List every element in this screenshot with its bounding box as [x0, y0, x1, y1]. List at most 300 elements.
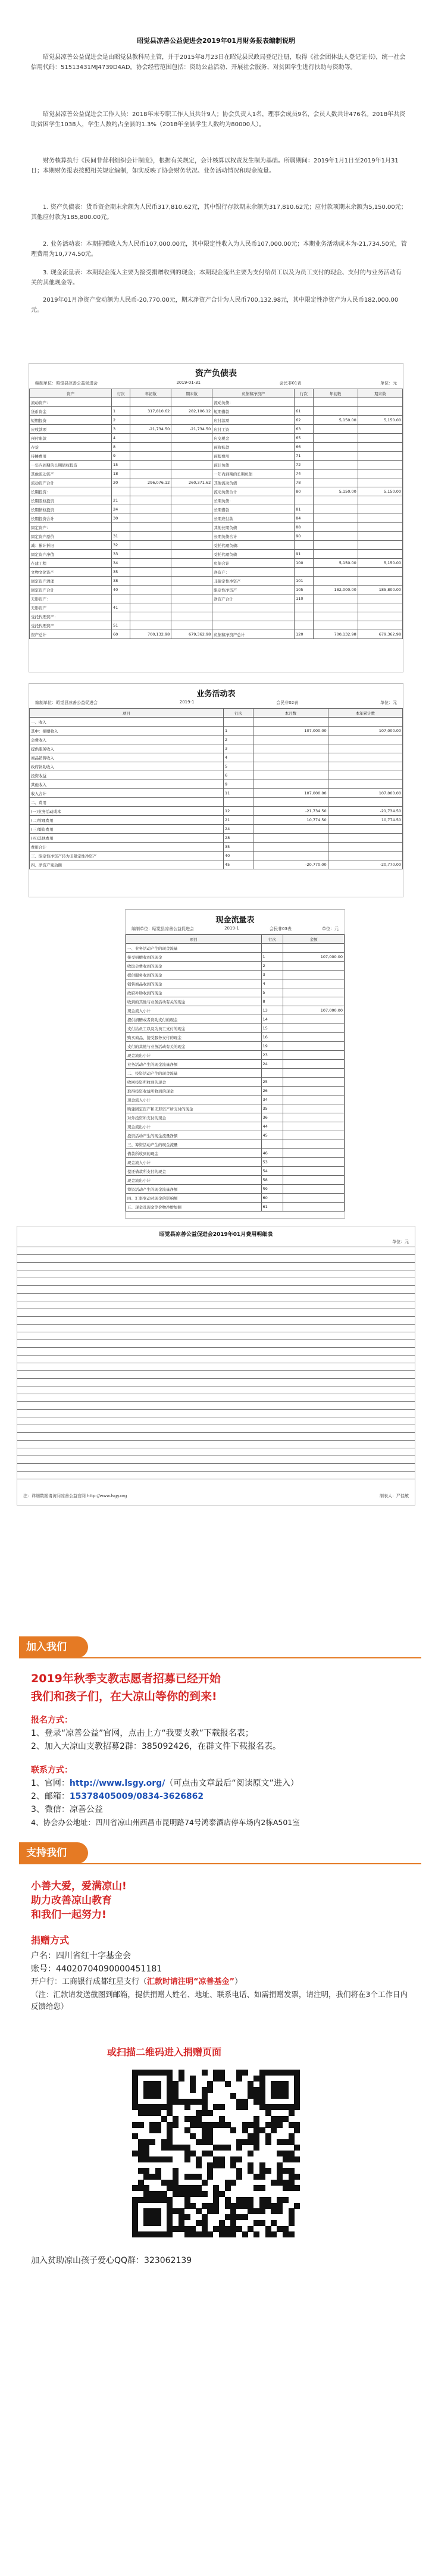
- detail-sheet-grid-line: [17, 1309, 415, 1317]
- detail-sheet-grid-line: [17, 1325, 415, 1332]
- report-paragraph-2: 昭觉县凉善公益促进会工作人员：2018年末专职工作人员共计9人；协会负责人1名，理事会成员9名，会员人数共计476名。2018年共资助贫困学生1038人，学生人数约占全县的1.3%（2018年全县学生人数约为80000人）。: [31, 111, 406, 128]
- qr-module: [271, 2180, 277, 2186]
- qr-module: [155, 2104, 161, 2110]
- balance-sheet-date: 2019-01-31: [176, 380, 201, 385]
- activity-statement-cell: 107,000.00: [253, 789, 328, 798]
- balance-sheet-cell: 资产总计: [30, 630, 112, 639]
- activity-statement: [29, 683, 403, 897]
- qr-module: [155, 2156, 161, 2162]
- balance-sheet-cell: 在建工程: [30, 559, 112, 568]
- balance-sheet-cell: 62: [295, 416, 313, 425]
- balance-sheet-cell: 3: [111, 425, 130, 434]
- qr-module: [196, 2116, 202, 2122]
- qr-module: [196, 2231, 202, 2237]
- qr-module: [196, 2174, 202, 2180]
- balance-sheet-cell: 长期债权投资: [30, 505, 112, 514]
- qr-module: [207, 2174, 213, 2180]
- qr-module: [294, 2122, 300, 2128]
- cash-flow-cell: 25: [261, 1078, 283, 1087]
- cash-flow-cell: 业务活动产生的现金流量净额: [126, 1060, 262, 1069]
- qr-module: [289, 2180, 295, 2186]
- detail-sheet-grid-line: [17, 1263, 415, 1270]
- balance-sheet-cell: 81: [295, 505, 313, 514]
- activity-statement-row: [30, 753, 403, 762]
- qr-module: [277, 2122, 283, 2128]
- balance-sheet-cell: [358, 550, 402, 559]
- detail-sheet-grid-line: [17, 1348, 415, 1356]
- activity-statement-cell: 10,774.50: [253, 816, 328, 825]
- qr-module: [236, 2070, 242, 2076]
- qr-module: [283, 2185, 289, 2191]
- detail-sheet-grid-line: [17, 1394, 415, 1402]
- qr-module: [219, 2145, 225, 2151]
- balance-sheet-cell: 减：累计折旧: [30, 541, 112, 550]
- qr-module: [259, 2127, 265, 2133]
- detail-sheet-grid-line: [17, 1448, 415, 1456]
- qr-module: [283, 2231, 289, 2237]
- balance-sheet-cell: [313, 505, 358, 514]
- balance-sheet-cell: [130, 398, 171, 407]
- qr-module: [190, 2116, 196, 2122]
- balance-sheet-cell: 34: [111, 559, 130, 568]
- qr-module: [230, 2180, 236, 2186]
- qr-module: [277, 2093, 283, 2099]
- activity-statement-cell: [253, 718, 328, 727]
- qr-module: [173, 2208, 179, 2214]
- qr-module: [132, 2133, 138, 2139]
- qr-module: [213, 2191, 219, 2197]
- qr-module: [265, 2133, 271, 2139]
- activity-statement-cell: 4: [224, 753, 253, 762]
- qr-module: [155, 2231, 161, 2237]
- qr-module: [271, 2127, 277, 2133]
- balance-sheet-cell: 流动资产：: [30, 398, 112, 407]
- cash-flow-cell: 支付给员工以及为员工支付的现金: [126, 1024, 262, 1033]
- cash-flow-cell: 收取会费收到的现金: [126, 962, 262, 971]
- cash-flow-cell: 投资活动产生的现金流量净额: [126, 1131, 262, 1140]
- balance-sheet-cell: [313, 550, 358, 559]
- cash-flow-row: [126, 988, 345, 997]
- qr-module: [213, 2197, 219, 2203]
- balance-sheet-cell: [358, 434, 402, 443]
- qr-module: [184, 2151, 190, 2156]
- balance-sheet-cell: [313, 434, 358, 443]
- cash-flow-row: [126, 1131, 345, 1140]
- qr-module: [207, 2208, 213, 2214]
- qr-module: [132, 2093, 138, 2099]
- qr-module: [143, 2110, 149, 2116]
- qr-module: [265, 2122, 271, 2128]
- detail-sheet-grid-line: [17, 1472, 415, 1479]
- qr-module: [283, 2168, 289, 2174]
- cash-flow-header-cell: 项目: [126, 935, 262, 944]
- balance-sheet-cell: 74: [295, 469, 313, 478]
- balance-sheet-cell: 679,362.98: [358, 630, 402, 639]
- balance-sheet-currency: 单位：元: [380, 381, 397, 386]
- qr-module: [213, 2076, 219, 2082]
- cash-flow-cell: 45: [261, 1131, 283, 1140]
- balance-sheet-row: [30, 603, 403, 612]
- balance-sheet-cell: 9: [111, 452, 130, 461]
- activity-statement-cell: 35: [224, 843, 253, 852]
- donation-remark: （注：汇款请发送截图到邮箱，提供捐赠人姓名、地址、联系电话、如需捐赠发票，请注明，我们将在3个工作日内反馈给您）: [31, 1990, 408, 2011]
- qr-module: [236, 2203, 242, 2209]
- balance-sheet-cell: [171, 612, 212, 621]
- activity-statement-row: [30, 718, 403, 727]
- balance-sheet-title: 资产负债表: [195, 369, 237, 378]
- balance-sheet-row: [30, 559, 403, 568]
- qr-module: [271, 2116, 277, 2122]
- cash-flow-row: [126, 1006, 345, 1015]
- qr-module: [167, 2081, 173, 2087]
- qr-module: [196, 2110, 202, 2116]
- balance-sheet-cell: [171, 523, 212, 532]
- activity-statement-cell: 其他收入: [30, 780, 224, 789]
- balance-sheet-cell: [358, 407, 402, 416]
- qr-module: [248, 2197, 253, 2203]
- website-link[interactable]: http://www.lsgy.org/: [69, 1779, 165, 1788]
- qr-module: [213, 2122, 219, 2128]
- balance-sheet-header-cell: 期末数: [171, 389, 212, 398]
- balance-sheet-row: [30, 594, 403, 603]
- qr-module: [155, 2191, 161, 2197]
- qr-module: [143, 2214, 149, 2220]
- qr-module: [149, 2191, 155, 2197]
- cash-flow-row: [126, 979, 345, 988]
- qr-module: [202, 2104, 208, 2110]
- qr-module: [143, 2208, 149, 2214]
- balance-sheet-cell: 24: [111, 505, 130, 514]
- qr-module: [202, 2087, 208, 2093]
- cash-flow-cell: 3: [261, 971, 283, 979]
- balance-sheet-cell: [130, 586, 171, 594]
- signup-step-2: 2、加入大凉山支教招募2群：385092426，在群文件下载报名表。: [31, 1742, 281, 1751]
- qr-module: [248, 2087, 253, 2093]
- qr-module: [196, 2185, 202, 2191]
- activity-statement-row: [30, 843, 403, 852]
- qr-module: [138, 2156, 144, 2162]
- activity-statement-cell: -21,734.50: [253, 807, 328, 816]
- qr-module: [294, 2145, 300, 2151]
- balance-sheet-cell: 长期投资合计: [30, 514, 112, 523]
- activity-statement-cell: [328, 735, 402, 744]
- qr-module: [155, 2168, 161, 2174]
- activity-statement-cell: -21,734.50: [328, 807, 402, 816]
- qr-module: [167, 2076, 173, 2082]
- qr-module: [271, 2104, 277, 2110]
- balance-sheet-cell: [358, 594, 402, 603]
- cash-flow-cell: 偿还借款所支付的现金: [126, 1167, 262, 1176]
- qr-module: [283, 2104, 289, 2110]
- balance-sheet-cell: [130, 550, 171, 559]
- qr-module: [277, 2180, 283, 2186]
- cash-flow-row: [126, 1149, 345, 1158]
- activity-statement-cell: [328, 762, 402, 771]
- balance-sheet-cell: [171, 594, 212, 603]
- cash-flow-cell: [261, 1140, 283, 1149]
- qr-module: [225, 2145, 231, 2151]
- activity-statement-cell: [253, 753, 328, 762]
- activity-statement-cell: 45: [224, 860, 253, 869]
- qr-module: [167, 2087, 173, 2093]
- qr-module: [167, 2110, 173, 2116]
- qr-module: [219, 2076, 225, 2082]
- cash-flow-cell: 34: [261, 1095, 283, 1104]
- cash-flow-cell: 59: [261, 1185, 283, 1194]
- join-us-title: 加入我们: [19, 1636, 88, 1658]
- balance-sheet-cell: [171, 550, 212, 559]
- cash-flow-row: [126, 971, 345, 979]
- qr-module: [132, 2151, 138, 2156]
- balance-sheet-header-cell: 行次: [295, 389, 313, 398]
- balance-sheet-cell: [130, 541, 171, 550]
- qr-module: [155, 2110, 161, 2116]
- qr-module: [173, 2185, 179, 2191]
- activity-statement-cell: (四)其他费用: [30, 834, 224, 843]
- qr-module: [283, 2180, 289, 2186]
- cash-flow-row: [126, 1024, 345, 1033]
- qr-module: [271, 2231, 277, 2237]
- qr-module: [265, 2070, 271, 2076]
- qr-module: [289, 2231, 295, 2237]
- balance-sheet-cell: [358, 603, 402, 612]
- balance-sheet-row: [30, 532, 403, 541]
- cash-flow-cell: [283, 1185, 345, 1194]
- cash-flow-cell: 收回投资所收到的现金: [126, 1078, 262, 1087]
- balance-sheet-cell: [313, 469, 358, 478]
- qr-module: [167, 2145, 173, 2151]
- detail-sheet-grid-line: [17, 1255, 415, 1263]
- qr-module: [167, 2093, 173, 2099]
- qr-module: [294, 2104, 300, 2110]
- balance-sheet-cell: 5,150.00: [313, 559, 358, 568]
- qr-module: [190, 2203, 196, 2209]
- qr-module: [190, 2191, 196, 2197]
- qr-module: [207, 2168, 213, 2174]
- activity-statement-cell: 5: [224, 762, 253, 771]
- detail-sheet-grid-line: [17, 1270, 415, 1278]
- cash-flow-cell: [283, 1104, 345, 1113]
- cash-flow-cell: 现金流出小计: [126, 1051, 262, 1060]
- balance-sheet-cell: 固定资产净值: [30, 550, 112, 559]
- balance-sheet-row: [30, 434, 403, 443]
- cash-flow-cell: 现金流出小计: [126, 1176, 262, 1185]
- qr-module: [167, 2220, 173, 2226]
- qr-module: [213, 2156, 219, 2162]
- cash-flow-cell: 24: [261, 1060, 283, 1069]
- balance-sheet-cell: [295, 496, 313, 505]
- qr-module: [230, 2162, 236, 2168]
- qr-module: [265, 2139, 271, 2145]
- cash-flow-cell: 60: [261, 1194, 283, 1203]
- qr-module: [143, 2168, 149, 2174]
- qr-module: [236, 2226, 242, 2232]
- qr-module: [179, 2208, 184, 2214]
- cash-flow-cell: 筹资活动产生的现金流量净额: [126, 1185, 262, 1194]
- donation-qr-code[interactable]: [132, 2070, 300, 2237]
- qr-module: [248, 2081, 253, 2087]
- qr-module: [236, 2197, 242, 2203]
- activity-statement-cell: 21: [224, 816, 253, 825]
- report-title: 昭觉县凉善公益促进会2019年01月财务报表编制说明: [137, 37, 295, 45]
- qr-module: [132, 2197, 138, 2203]
- qr-module: [248, 2133, 253, 2139]
- activity-statement-row: [30, 816, 403, 825]
- qr-module: [230, 2214, 236, 2220]
- balance-sheet-cell: 流动负债：: [212, 398, 295, 407]
- qr-module: [225, 2226, 231, 2232]
- balance-sheet-cell: 流动负债合计: [212, 487, 295, 496]
- cash-flow-cell: 支付的其他与业务活动有关的现金: [126, 1042, 262, 1051]
- activity-statement-cell: 107,000.00: [253, 727, 328, 735]
- cash-flow-cell: [283, 1095, 345, 1104]
- qr-module: [230, 2226, 236, 2232]
- balance-sheet-unit: 编制单位：昭觉县凉善公益促进会: [35, 381, 98, 386]
- donation-account-no[interactable]: 账号：44020704090000451181: [31, 1964, 162, 1974]
- balance-sheet-cell: 固定资产清理: [30, 577, 112, 586]
- qr-module: [143, 2191, 149, 2197]
- qr-module: [190, 2185, 196, 2191]
- qr-module: [184, 2191, 190, 2197]
- qr-module: [167, 2127, 173, 2133]
- balance-sheet-cell: [130, 452, 171, 461]
- cash-flow-row: [126, 1113, 345, 1122]
- balance-sheet-cell: 存货: [30, 443, 112, 452]
- qr-module: [202, 2180, 208, 2186]
- qr-module: [138, 2070, 144, 2076]
- detail-sheet-grid-line: [17, 1301, 415, 1309]
- qr-module: [283, 2087, 289, 2093]
- balance-sheet-cell: 65: [295, 434, 313, 443]
- qr-module: [213, 2162, 219, 2168]
- qr-module: [207, 2203, 213, 2209]
- qr-module: [184, 2226, 190, 2232]
- qr-module: [259, 2197, 265, 2203]
- cash-flow-row: [126, 1122, 345, 1131]
- contact-phone[interactable]: 15378405009/0834-3626862: [69, 1792, 204, 1801]
- qr-module: [202, 2110, 208, 2116]
- qr-module: [132, 2185, 138, 2191]
- qr-module: [253, 2127, 259, 2133]
- qr-module: [236, 2139, 242, 2145]
- activity-statement-cell: 三、限定性净资产转为非限定性净资产: [30, 852, 224, 860]
- activity-statement-cell: [224, 718, 253, 727]
- qr-module: [149, 2087, 155, 2093]
- detail-sheet-grid-line: [17, 1278, 415, 1286]
- balance-sheet-cell: 72: [295, 461, 313, 469]
- balance-sheet-cell: [313, 443, 358, 452]
- qr-module: [248, 2162, 253, 2168]
- qr-module: [213, 2070, 219, 2076]
- qr-module: [271, 2093, 277, 2099]
- balance-sheet-cell: [130, 443, 171, 452]
- activity-statement-cell: 1: [224, 727, 253, 735]
- qr-module: [207, 2231, 213, 2237]
- cash-flow-header-cell: 金额: [283, 935, 345, 944]
- qr-module: [283, 2197, 289, 2203]
- balance-sheet-row: [30, 496, 403, 505]
- qr-module: [277, 2197, 283, 2203]
- activity-statement-row: [30, 860, 403, 869]
- qr-module: [149, 2197, 155, 2203]
- contact-address: 4、协会办公地址：四川省凉山州西昌市昆明路74号鸿泰酒店停车场内2栋A501室: [31, 1818, 300, 1827]
- qr-module: [283, 2151, 289, 2156]
- activity-statement-header-cell: 行次: [224, 709, 253, 718]
- qr-module: [167, 2208, 173, 2214]
- balance-sheet-cell: 51: [111, 621, 130, 630]
- cash-flow-cell: 对外投资所支付的现金: [126, 1113, 262, 1122]
- activity-statement-cell: [253, 780, 328, 789]
- balance-sheet-row: [30, 416, 403, 425]
- qr-module: [242, 2104, 248, 2110]
- activity-statement-cell: 二、费用: [30, 798, 224, 807]
- cash-flow-table: [126, 934, 345, 1212]
- qr-module: [190, 2231, 196, 2237]
- activity-statement-cell: [328, 780, 402, 789]
- qr-module: [265, 2203, 271, 2209]
- qr-module: [253, 2139, 259, 2145]
- balance-sheet-header-cell: 行次: [111, 389, 130, 398]
- balance-sheet-cell: [130, 594, 171, 603]
- qr-module: [179, 2099, 184, 2105]
- qr-module: [242, 2127, 248, 2133]
- activity-statement-title: 业务活动表: [196, 690, 236, 699]
- qr-module: [179, 2191, 184, 2197]
- qr-module: [259, 2168, 265, 2174]
- balance-sheet-cell: [130, 487, 171, 496]
- qr-module: [294, 2174, 300, 2180]
- balance-sheet-cell: [212, 612, 295, 621]
- cash-flow-header-cell: 行次: [261, 935, 283, 944]
- qr-module: [132, 2122, 138, 2128]
- balance-sheet-cell: [130, 621, 171, 630]
- qr-module: [173, 2180, 179, 2186]
- cash-flow-cell: [261, 1069, 283, 1078]
- cash-flow-cell: [283, 1131, 345, 1140]
- qr-module: [248, 2151, 253, 2156]
- qr-module: [277, 2116, 283, 2122]
- balance-sheet-cell: 679,362.98: [171, 630, 212, 639]
- qr-module: [161, 2104, 167, 2110]
- cash-flow-cell: 46: [261, 1149, 283, 1158]
- activity-statement-cell: [253, 852, 328, 860]
- qr-module: [207, 2133, 213, 2139]
- qr-module: [202, 2099, 208, 2105]
- qr-module: [259, 2220, 265, 2226]
- activity-statement-row: [30, 789, 403, 798]
- balance-sheet-row: [30, 461, 403, 469]
- activity-statement-cell: [328, 771, 402, 780]
- qr-module: [283, 2081, 289, 2087]
- balance-sheet-cell: [171, 603, 212, 612]
- balance-sheet-cell: 105: [295, 586, 313, 594]
- balance-sheet-cell: 5,150.00: [358, 416, 402, 425]
- qr-module: [253, 2231, 259, 2237]
- qr-module: [143, 2174, 149, 2180]
- balance-sheet-cell: -21,734.50: [130, 425, 171, 434]
- qr-module: [161, 2116, 167, 2122]
- cash-flow-cell: [283, 1140, 345, 1149]
- balance-sheet-cell: 5,150.00: [358, 559, 402, 568]
- cash-flow-cell: [283, 1203, 345, 1212]
- balance-sheet-cell: 预付账款: [30, 434, 112, 443]
- qr-module: [213, 2145, 219, 2151]
- balance-sheet-cell: 长期应付款: [212, 514, 295, 523]
- qr-module: [213, 2185, 219, 2191]
- balance-sheet-cell: 无形资产：: [30, 594, 112, 603]
- qr-module: [167, 2133, 173, 2139]
- balance-sheet-cell: 流动资产合计: [30, 478, 112, 487]
